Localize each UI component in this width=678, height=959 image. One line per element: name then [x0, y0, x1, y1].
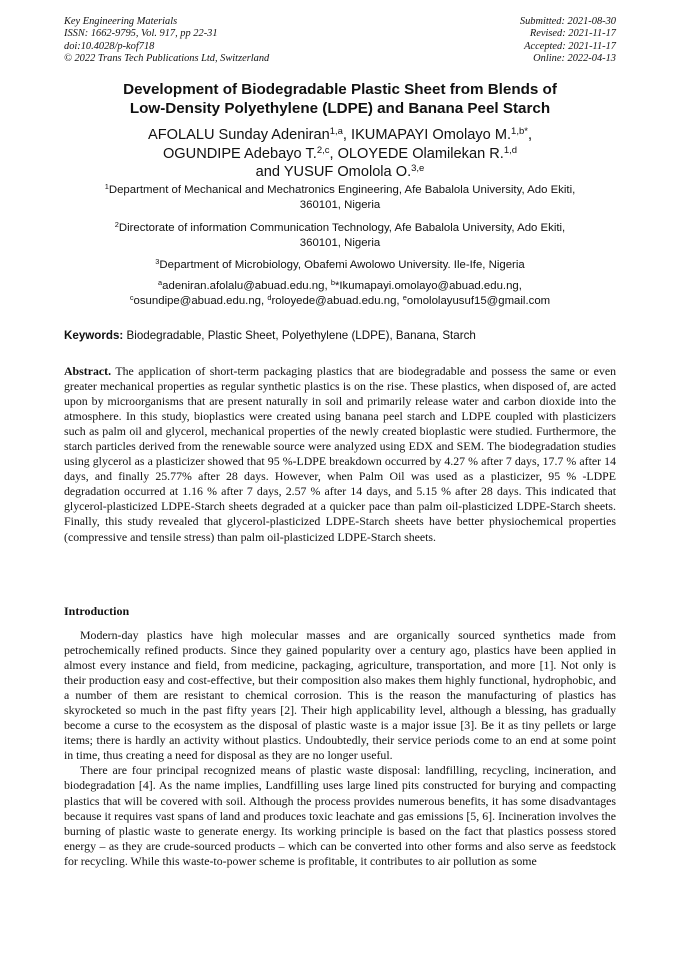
author-name: YUSUF Omolola O. [283, 164, 412, 181]
journal-copyright: © 2022 Trans Tech Publications Ltd, Switzerland [64, 52, 270, 64]
journal-issn: ISSN: 1662-9795, Vol. 917, pp 22-31 [64, 28, 218, 40]
email-e[interactable]: omololayusuf15@gmail.com [406, 294, 551, 307]
author-affiliation-mark: 1,b* [511, 125, 528, 137]
abstract-label: Abstract. [64, 364, 112, 378]
title-line-1: Development of Biodegradable Plastic Sheet from Blends of [123, 81, 557, 98]
keywords-text: Biodegradable, Plastic Sheet, Polyethylene (LDPE), Banana, Starch [126, 329, 476, 342]
email-block: $^a$adeniran.afolalu@abuad.edu.ng, $^b$*Ikumapayi.omolayo@abuad.edu.ng, $^c$osundipe@abuad.edu.ng, $^d$roloyede@abuad.edu.ng, $^e$omololayusuf15@gmail.com [129, 277, 551, 307]
title-line-2: Low-Density Polyethylene (LDPE) and Banana Peel Starch [129, 100, 551, 117]
author-name: IKUMAPAYI Omolayo M. [351, 127, 512, 143]
accepted-date: Accepted: 2021-11-17 [524, 40, 616, 52]
journal-doi[interactable]: doi:10.4028/p-kof718 [64, 40, 155, 52]
submitted-date: Submitted: 2021-08-30 [519, 16, 616, 27]
author-name: OLOYEDE Olamilekan R. [337, 145, 504, 162]
affiliation-text: Department of Microbiology, Obafemi Awolowo University. Ile-Ife, Nigeria [159, 259, 525, 271]
journal-info [64, 16, 269, 65]
section-heading-introduction: Introduction [64, 604, 130, 618]
author-affiliation-mark: 3,e [411, 162, 425, 174]
email-a[interactable]: adeniran.afolalu@abuad.edu.ng [162, 280, 325, 292]
author-separator: , [329, 145, 338, 162]
author-affiliation-mark: 2,c [316, 144, 330, 156]
author-affiliation-mark: 1,a [329, 125, 343, 137]
abstract-text: The application of short-term packaging plastics that are biodegradable and possess the same or even greater mechanical properties as regular synthetic plastics is on the rise. These plastics, when disposed of, are acted upon by microorganisms that are present naturally in soil and primarily release water and carbon dioxide into the atmosphere. In this study, bioplastics were created using banana peel starch and LDPE coupled with plasticizers such as palm oil and glycerol, mechanical properties of the newly created bioplastic were studied. Furthermore, the starch particles derived from the renewable source were analyzed using EDX and SEM. The biodegradation studies using glycerol as a plasticizer showed that 95 %-LDPE breakdown occurred by 4.27 % after 7 days, 17.7 % after 14 days, and finally 25.77% after 28 days. However, when Palm Oil was used as a plasticizer, 95 % -LDPE degradation occurred at 1.16 % after 7 days, 2.57 % after 14 days, and 5.15 % after 28 days. This indicated that glycerol-plasticized LDPE-Starch sheets degraded at a quicker pace than palm oil-plasticized LDPE-Starch sheets. Finally, this study revealed that glycerol-plasticized LDPE-Starch sheets have better physiochemical properties (compressive and tensile stress) than palm oil-plasticized LDPE-Starch sheets. [64, 364, 616, 544]
affiliation-mark: 3 [155, 256, 160, 266]
affiliation-mark: 1 [104, 181, 109, 191]
paragraph: There are four principal recognized means of plastic waste disposal: landfilling, recycling, incineration, and biodegradation [4]. As the name implies, Landfilling uses large lined pits constructed for burying and compacting plastics that will be covered with soil. Although the process provides numerous benefits, it has some disadvantages because it requires vast spans of land and produces toxic leachate and gas emissions [5, 6]. Incineration involves the burning of plastic waste to generate energy. Its working principle is based on the fact that plastics possess stored energy – as they are crude-sourced products – which can be converted into other forms and also serve as feedstock for recycling. While this waste-to-power scheme is profitable, it contributes to air pollution as some [64, 763, 616, 868]
email-b[interactable]: Ikumapayi.omolayo@abuad.edu.ng [339, 280, 519, 292]
affiliation-1 [74, 183, 606, 212]
keywords-label: Keywords: [64, 329, 124, 342]
keywords [64, 328, 616, 343]
author-line-2 [64, 145, 616, 164]
affiliation-mark: 2 [114, 219, 119, 229]
affiliation-3 [74, 258, 606, 273]
affiliation-2 [74, 221, 606, 250]
affiliation-text: Directorate of information Communication Technology, Afe Babalola University, Ado Ekiti, [118, 222, 566, 234]
paragraph: Modern-day plastics have high molecular masses and are organically sourced synthetics made from petrochemically refined products. Since they gained popularity over a century ago, plastics have been applied in almost every instance and field, from medicine, packaging, agriculture, transportation, and more [1]. Not only is their production easy and cost-effective, but their composition also makes them highly functional, hydrophobic, and a number of them are resistant to chemical corrosion. This is the reason the manufacturing of plastics has skyrocketed so much in the past fifty years [2]. Their high applicability level, although a blessing, has gradually become a curse to the ecosystem as the disposal of plastic waste is a major issue [3]. Be it as tiny pellets or large items; there is hardly an activity without plastics. Undoubtedly, their service periods come to an end at some point in time, thus creating a need for disposal as they are no longer useful. [64, 628, 616, 763]
author-name: OGUNDIPE Adebayo T. [162, 145, 317, 162]
paper-title [64, 80, 616, 118]
author-list [64, 126, 616, 182]
author-prefix: and [255, 164, 284, 181]
email-c[interactable]: osundipe@abuad.edu.ng [133, 294, 262, 307]
publication-dates [520, 16, 616, 65]
abstract [64, 364, 616, 545]
author-line-1 [64, 126, 616, 145]
author-line-3 [64, 163, 616, 182]
email-d[interactable]: roloyede@abuad.edu.ng [271, 294, 397, 307]
author-affiliation-mark: 1,d [503, 144, 518, 156]
journal-name: Key Engineering Materials [64, 16, 178, 27]
affiliation-text-cont: 360101, Nigeria [299, 198, 381, 211]
online-date: Online: 2022-04-13 [533, 52, 616, 64]
author-separator: , [527, 127, 532, 143]
introduction-body [64, 628, 616, 869]
author-separator: , [342, 127, 352, 143]
author-name: AFOLALU Sunday Adeniran [147, 127, 330, 143]
revised-date: Revised: 2021-11-17 [529, 28, 616, 40]
affiliation-text: Department of Mechanical and Mechatronics Engineering, Afe Babalola University, Ado Ekiti, [108, 184, 576, 196]
affiliation-text-cont: 360101, Nigeria [299, 236, 381, 249]
